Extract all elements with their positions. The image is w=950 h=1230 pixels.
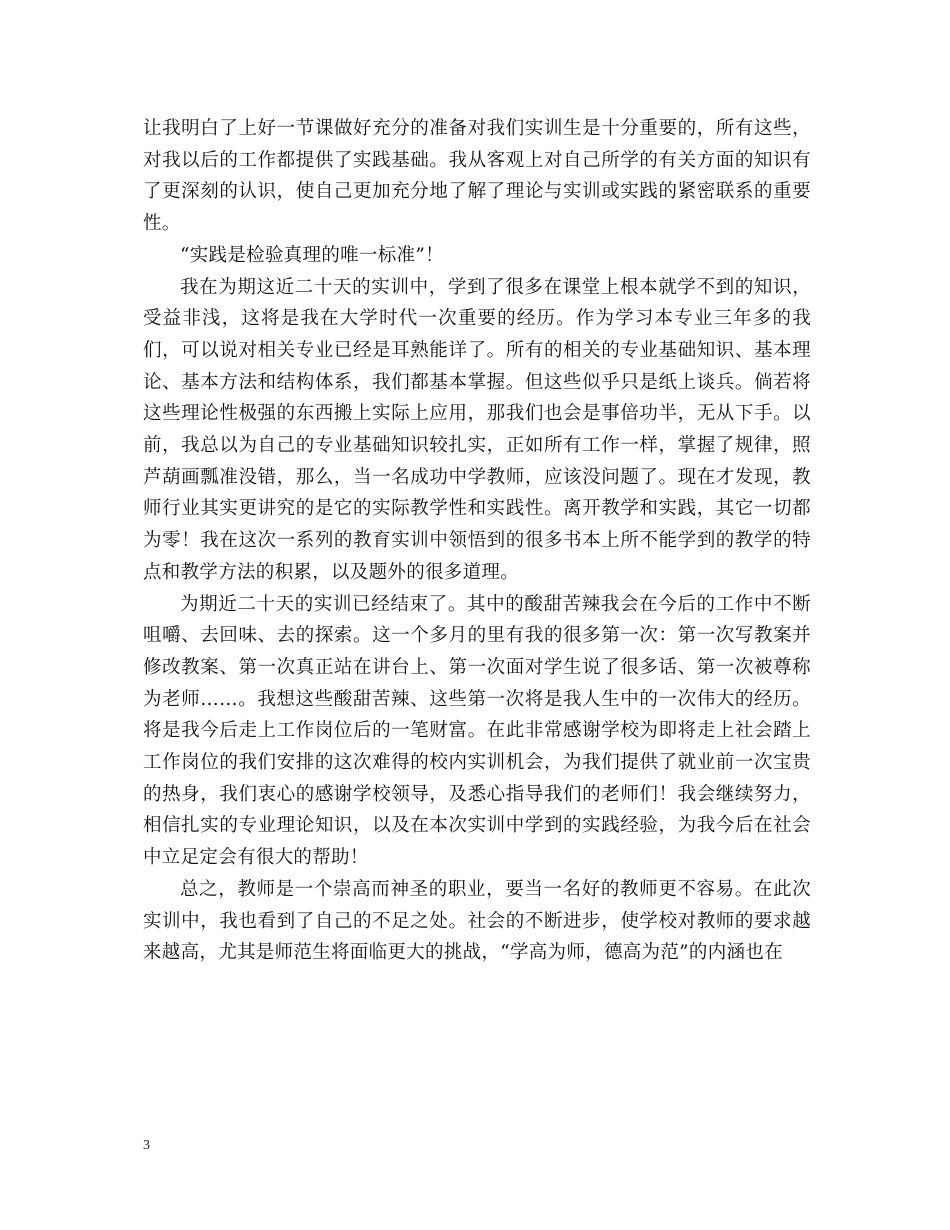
paragraph-3: 我在为期这近二十天的实训中，学到了很多在课堂上根本就学不到的知识，受益非浅，这将是我在大学时代一次重要的经历。作为学习本专业三年多的我们，可以说对相关专业已经是耳熟能详了。所有的相关的专业基础知识、基本理论、基本方法和结构体系，我们都基本掌握。但这些似乎只是纸上谈兵。倘若将这些理论性极强的东西搬上实际上应用，那我们也会是事倍功半，无从下手。以前，我总以为自己的专业基础知识较扎实，正如所有工作一样，掌握了规律，照芦葫画瓢准没错，那么，当一名成功中学教师，应该没问题了。现在才发现，教师行业其实更讲究的是它的实际教学性和实践性。离开教学和实践，其它一切都为零！我在这次一系列的教育实训中领悟到的很多书本上所不能学到的教学的特点和教学方法的积累，以及题外的很多道理。: [143, 276, 811, 583]
paragraph-5: 总之，教师是一个崇高而神圣的职业，要当一名好的教师更不容易。在此次实训中，我也看到了自己的不足之处。社会的不断进步，使学校对教师的要求越来越高，尤其是师范生将面临更大的挑战，“学高为师，德高为范”的内涵也在: [143, 878, 811, 964]
body-text: [143, 113, 811, 969]
page-number: 3: [143, 1138, 150, 1153]
paragraph-4: 为期近二十天的实训已经结束了。其中的酸甜苦辣我会在今后的工作中不断咀嚼、去回味、去的探索。这一个多月的里有我的很多第一次：第一次写教案并修改教案、第一次真正站在讲台上、第一次面对学生说了很多话、第一次被尊称为老师……。我想这些酸甜苦辣、这些第一次将是我人生中的一次伟大的经历。将是我今后走上工作岗位后的一笔财富。在此非常感谢学校为即将走上社会踏上工作岗位的我们安排的这次难得的校内实训机会，为我们提供了就业前一次宝贵的热身，我们衷心的感谢学校领导，及悉心指导我们的老师们！我会继续努力，相信扎实的专业理论知识，以及在本次实训中学到的实践经验，为我今后在社会中立足定会有很大的帮助！: [143, 593, 811, 869]
paragraph-1: 让我明白了上好一节课做好充分的准备对我们实训生是十分重要的，所有这些，对我以后的工作都提供了实践基础。我从客观上对自己所学的有关方面的知识有了更深刻的认识，使自己更加充分地了解了理论与实训或实践的紧密联系的重要性。: [143, 118, 811, 235]
paragraph-2-quote: “实践是检验真理的唯一标准”！: [180, 244, 444, 266]
